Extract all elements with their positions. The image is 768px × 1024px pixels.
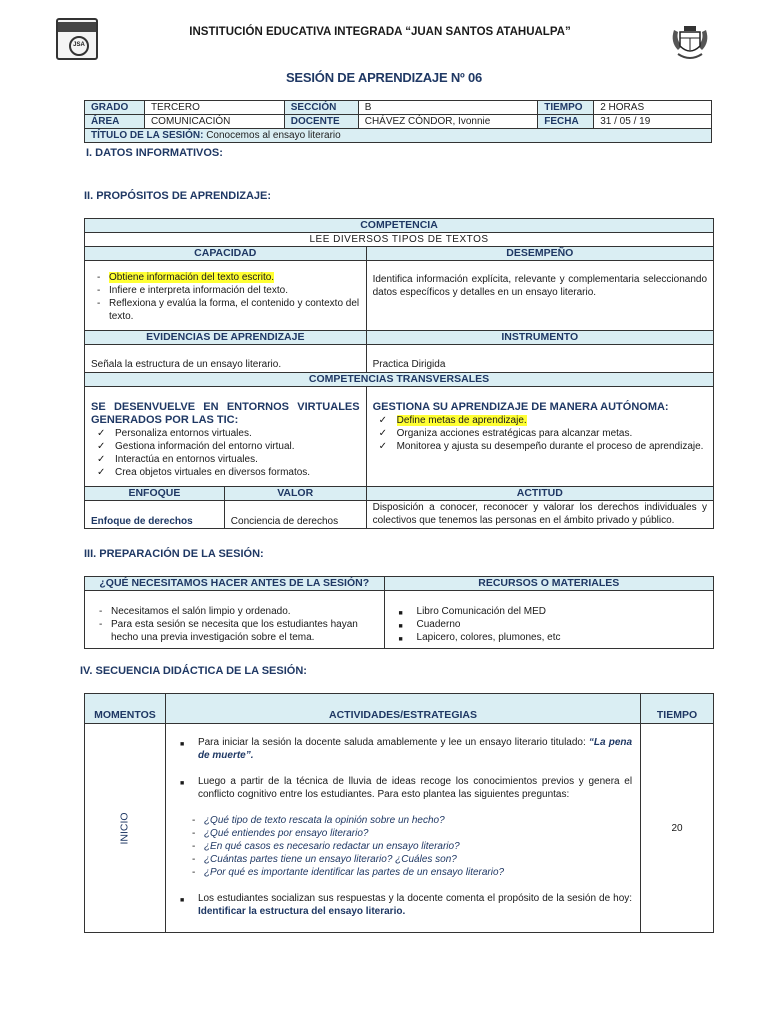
antes-item: - Para esta sesión se necesita que los estudiantes hayan hecho una previa investigación sobre el tema.: [99, 619, 358, 643]
sequence-table: [84, 693, 714, 933]
capacidad-header: CAPACIDAD: [85, 247, 367, 261]
evidencia-value: Señala la estructura de un ensayo literario.: [85, 345, 367, 373]
tic-item: ✓ Gestiona información del entorno virtual.: [97, 441, 295, 452]
section-propositos: II. PROPÓSITOS DE APRENDIZAJE:: [84, 190, 272, 202]
tic-item: ✓ Personaliza entornos virtuales.: [97, 428, 252, 439]
docente-label: DOCENTE: [284, 115, 358, 129]
question-item: - ¿Qué tipo de texto rescata la opinión sobre un hecho?: [191, 815, 445, 826]
area-value: COMUNICACIÓN: [144, 115, 284, 129]
momento-cell: [85, 724, 166, 933]
autonoma-item: ✓ Monitorea y ajusta su desempeño durante el proceso de aprendizaje.: [378, 441, 704, 452]
grado-value: TERCERO: [144, 101, 284, 115]
preparation-table: [84, 576, 714, 649]
section-datos-informativos: I. DATOS INFORMATIVOS:: [86, 147, 223, 159]
purposes-table: [84, 218, 714, 529]
section-preparacion: III. PREPARACIÓN DE LA SESIÓN:: [84, 548, 264, 560]
question-item: - ¿Por qué es importante identificar las partes de un ensayo literario?: [191, 867, 505, 878]
national-coat-of-arms-icon: [668, 20, 712, 64]
recurso-item: ■ Cuaderno: [398, 619, 461, 630]
capacidades-cell: [85, 261, 367, 331]
actitud-header: ACTITUD: [366, 487, 713, 501]
enfoque-header: ENFOQUE: [85, 487, 225, 501]
valor-header: VALOR: [224, 487, 366, 501]
transversales-header: COMPETENCIAS TRANSVERSALES: [85, 373, 714, 387]
question-item: - ¿Cuántas partes tiene un ensayo literario? ¿Cuáles son?: [191, 854, 457, 865]
actividades-header: ACTIVIDADES/ESTRATEGIAS: [165, 694, 640, 724]
capacidad-item: - Obtiene información del texto escrito.: [97, 272, 275, 283]
titulo-value: Conocemos al ensayo literario: [206, 130, 341, 141]
area-label: ÁREA: [85, 115, 145, 129]
recurso-item: ■ Lapicero, colores, plumones, etc: [398, 632, 561, 643]
actitud-value: Disposición a conocer, reconocer y valorar los derechos individuales y colectivos que tenemos las personas en el ámbito privado y público.: [366, 501, 713, 529]
antes-cell: [85, 591, 385, 649]
fecha-value: 31 / 05 / 19: [594, 115, 712, 129]
activity-item: ■ Para iniciar la sesión la docente saluda amablemente y lee un ensayo literario titulado: “La pena de muerte”.: [179, 737, 633, 761]
capacidad-item: - Infiere e interpreta información del texto.: [97, 285, 288, 296]
instrumento-value: Practica Dirigida: [366, 345, 713, 373]
seccion-value: B: [358, 101, 538, 115]
desempeno-value: Identifica información explícita, relevante y complementaria seleccionando datos específicos y detalles en un ensayo literario.: [366, 261, 713, 331]
institution-name: INSTITUCIÓN EDUCATIVA INTEGRADA “JUAN SANTOS ATAHUALPA”: [189, 26, 571, 38]
competencia-header: COMPETENCIA: [85, 219, 714, 233]
docente-value: CHÁVEZ CÓNDOR, Ivonnie: [358, 115, 538, 129]
momentos-header: MOMENTOS: [85, 694, 166, 724]
activity-item: ■ Luego a partir de la técnica de lluvia de ideas recoge los conocimientos previos y genera el conflicto cognitivo entre los estudiantes. Para esto plantea las siguientes preguntas:: [179, 776, 633, 800]
autonoma-cell: [366, 387, 713, 487]
competencia-value: LEE DIVERSOS TIPOS DE TEXTOS: [85, 233, 714, 247]
recursos-cell: [384, 591, 713, 649]
tiempo-label: TIEMPO: [538, 101, 594, 115]
question-item: - ¿Qué entiendes por ensayo literario?: [191, 828, 369, 839]
actividades-cell: [165, 724, 640, 933]
activity-item: ■ Los estudiantes socializan sus respuestas y la docente comenta el propósito de la sesión de hoy: Identificar la estructura del ensayo literario.: [179, 893, 633, 917]
tic-title: SE DESENVUELVE EN ENTORNOS VIRTUALES GENERADOS POR LAS TIC:: [91, 401, 360, 426]
desempeno-header: DESEMPEÑO: [366, 247, 713, 261]
autonoma-title: GESTIONA SU APRENDIZAJE DE MANERA AUTÓNOMA:: [372, 401, 669, 413]
school-logo: [56, 18, 98, 60]
autonoma-item: ✓ Organiza acciones estratégicas para alcanzar metas.: [378, 428, 633, 439]
school-logo-text: JSA: [73, 42, 85, 48]
evidencias-header: EVIDENCIAS DE APRENDIZAJE: [85, 331, 367, 345]
titulo-label: TÍTULO DE LA SESIÓN:: [91, 130, 204, 141]
antes-header: ¿QUÉ NECESITAMOS HACER ANTES DE LA SESIÓN?: [85, 577, 385, 591]
recursos-header: RECURSOS O MATERIALES: [384, 577, 713, 591]
recurso-item: ■ Libro Comunicación del MED: [398, 606, 547, 617]
info-table: [84, 100, 712, 143]
tiempo-value: 2 HORAS: [594, 101, 712, 115]
session-title: SESIÓN DE APRENDIZAJE Nº 06: [285, 70, 483, 85]
capacidad-item: - Reflexiona y evalúa la forma, el contenido y contexto del texto.: [97, 298, 360, 322]
tic-item: ✓ Interactúa en entornos virtuales.: [97, 454, 258, 465]
antes-item: - Necesitamos el salón limpio y ordenado.: [99, 606, 291, 617]
tiempo-header: TIEMPO: [641, 694, 714, 724]
grado-label: GRADO: [85, 101, 145, 115]
enfoque-value: Enfoque de derechos: [85, 501, 225, 529]
tiempo-value: 20: [641, 724, 714, 933]
instrumento-header: INSTRUMENTO: [366, 331, 713, 345]
momento-inicio: INICIO: [118, 811, 131, 845]
autonoma-item: ✓ Define metas de aprendizaje.: [378, 415, 527, 426]
tic-cell: [85, 387, 367, 487]
fecha-label: FECHA: [538, 115, 594, 129]
titulo-row: [85, 129, 712, 143]
section-secuencia: IV. SECUENCIA DIDÁCTICA DE LA SESIÓN:: [80, 665, 307, 677]
tic-item: ✓ Crea objetos virtuales en diversos formatos.: [97, 467, 311, 478]
question-item: - ¿En qué casos es necesario redactar un ensayo literario?: [191, 841, 460, 852]
valor-value: Conciencia de derechos: [224, 501, 366, 529]
seccion-label: SECCIÓN: [284, 101, 358, 115]
